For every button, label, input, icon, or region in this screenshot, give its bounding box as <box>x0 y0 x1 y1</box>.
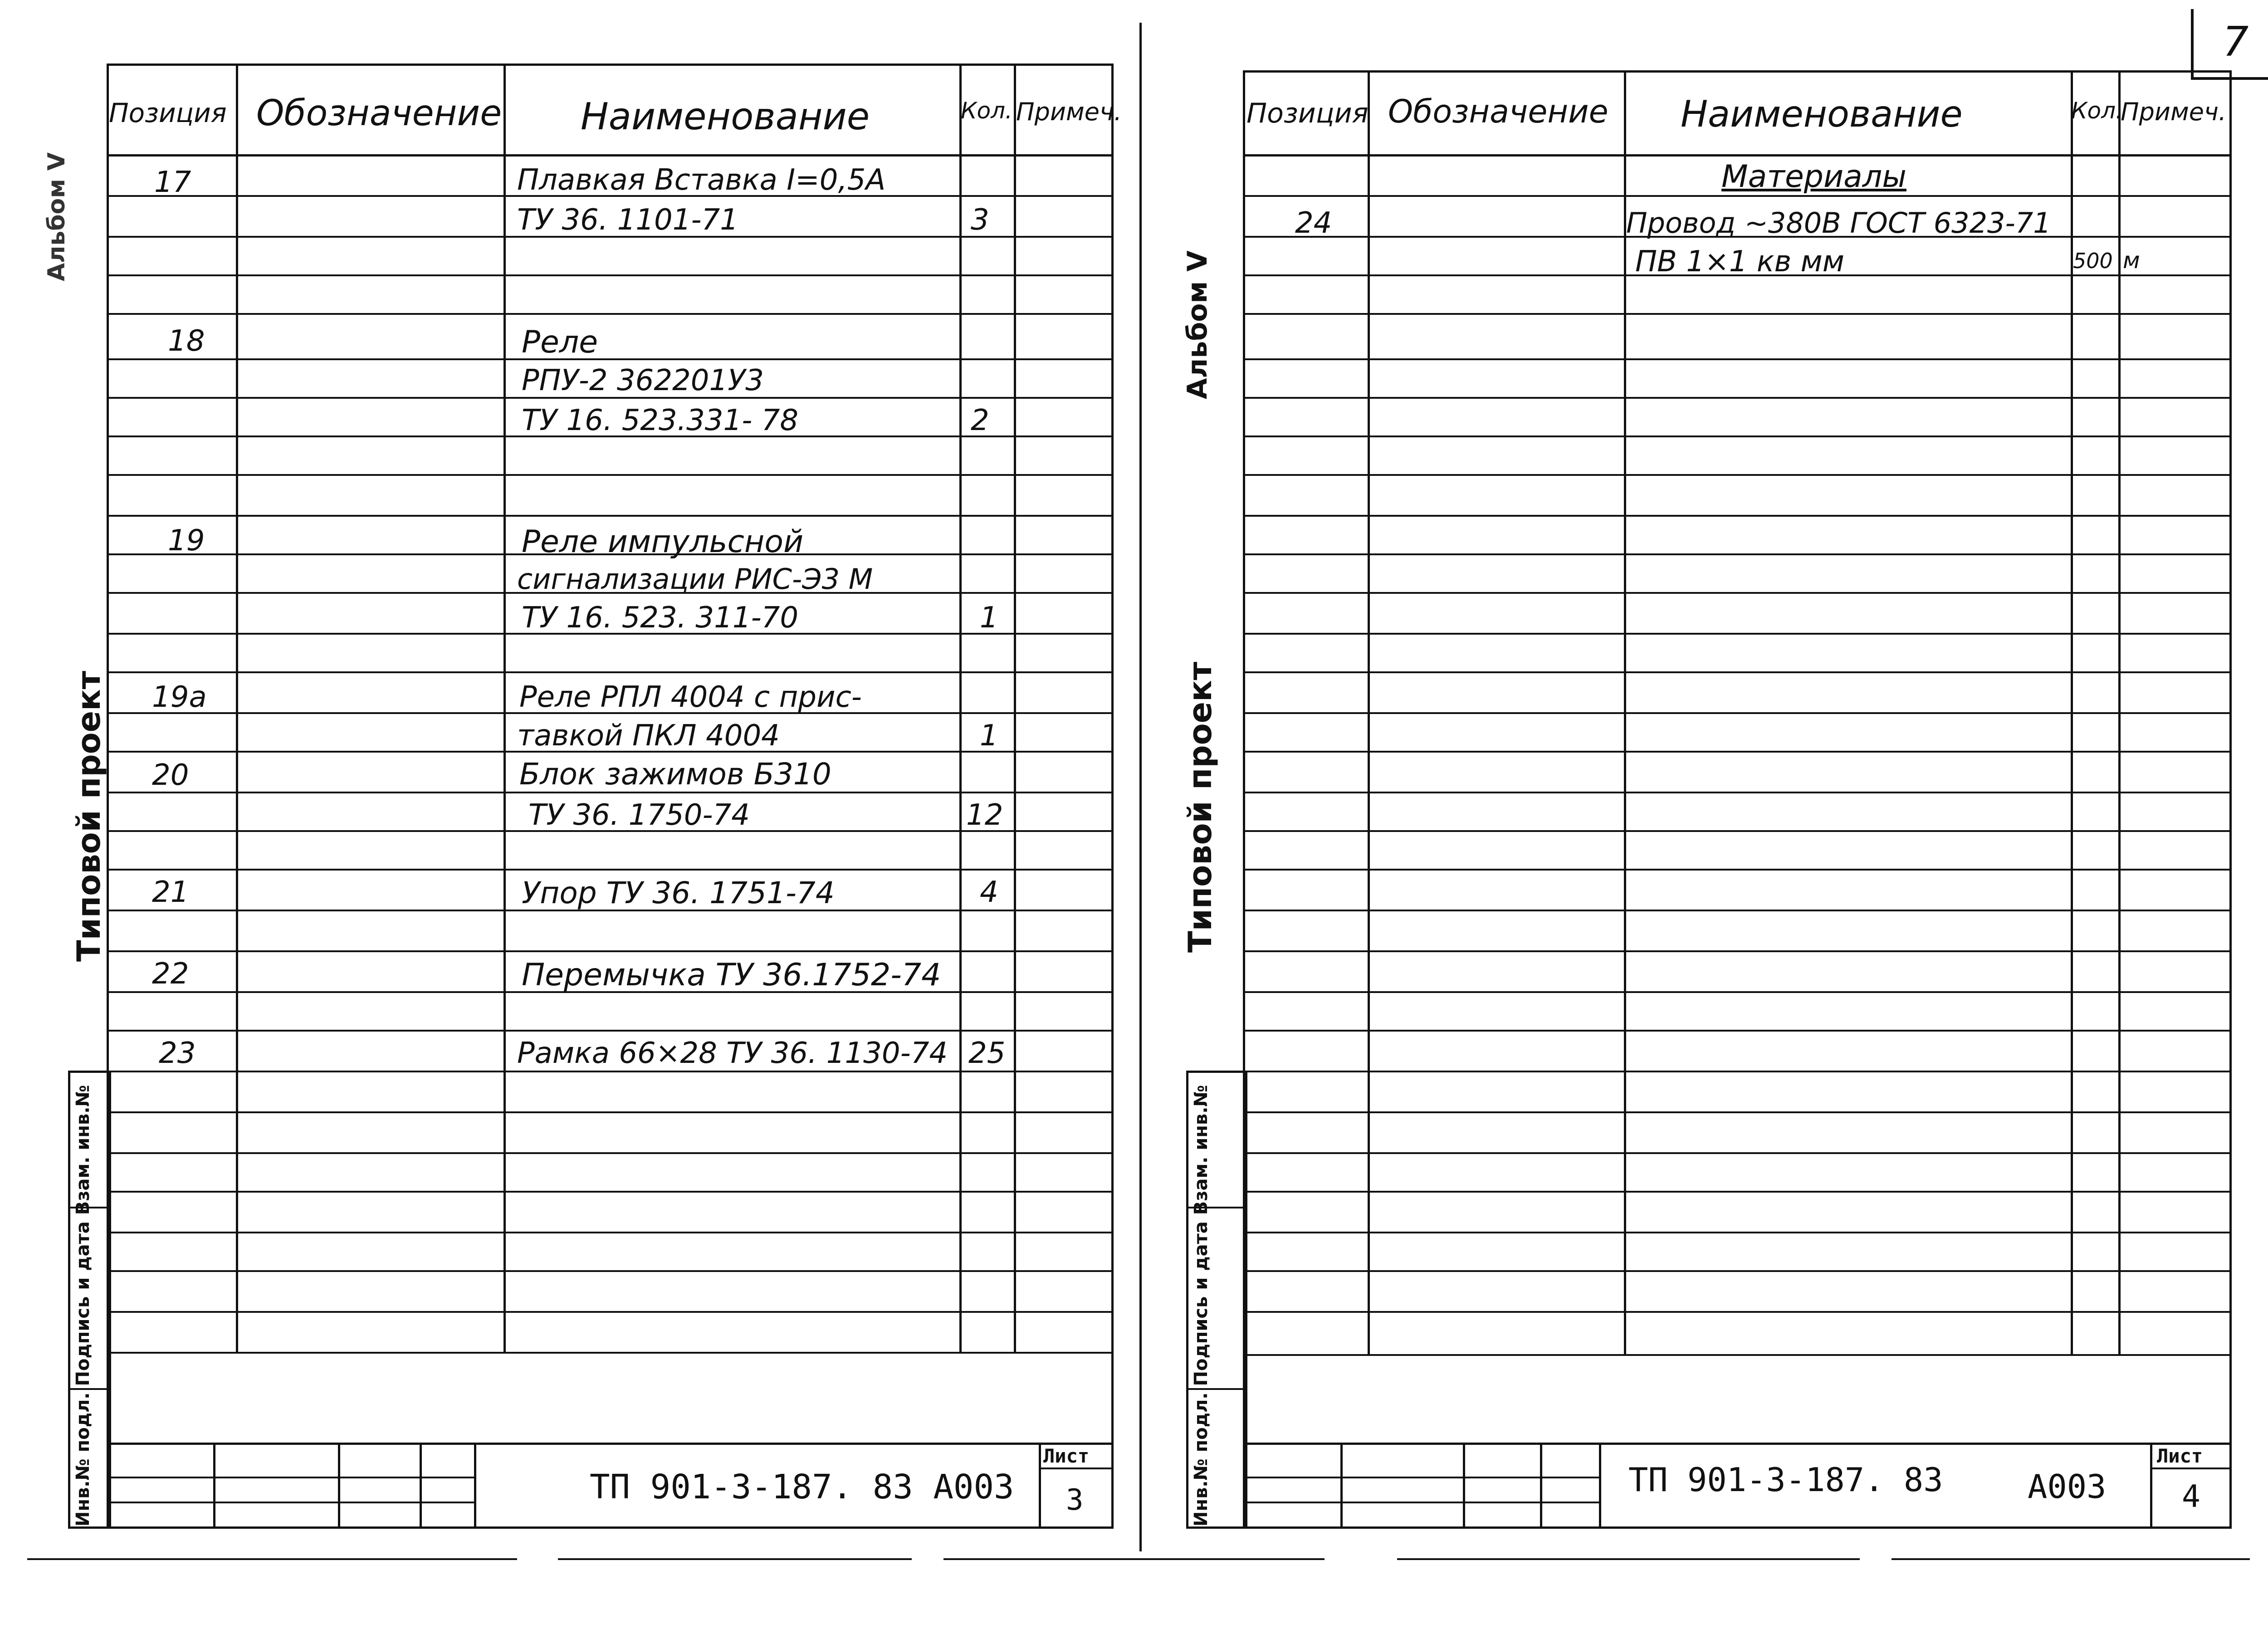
row-qty: 12 <box>966 798 1003 832</box>
row-name: тавкой ПКЛ 4004 <box>517 719 780 753</box>
bottom-rule <box>27 1558 517 1560</box>
row-name: Плавкая Вставка I=0,5А <box>517 163 886 197</box>
row-qty: 25 <box>968 1037 1006 1070</box>
bottom-rule <box>558 1558 912 1560</box>
stamp-code: ТП 901-3-187. 83 А003 <box>590 1468 1014 1507</box>
sheet-label: Лист <box>1043 1445 1090 1467</box>
header-designation: Обозначение <box>256 93 502 134</box>
row-note: м <box>2123 247 2140 274</box>
row-name: ТУ 16. 523. 311-70 <box>522 601 799 635</box>
row-name: сигнализации РИС-Э3 М <box>517 563 873 596</box>
side-project: Типовой проект <box>1182 661 1219 953</box>
header-note: Примеч. <box>1016 98 1122 126</box>
row-position: 22 <box>152 957 189 991</box>
row-qty: 4 <box>980 876 998 909</box>
header-note: Примеч. <box>2121 98 2227 126</box>
row-name: Упор ТУ 36. 1751-74 <box>522 876 835 910</box>
sheet-number: 4 <box>2182 1479 2200 1515</box>
row-name: Перемычка ТУ 36.1752-74 <box>522 957 941 993</box>
side-inv-stamp: Инв.№ подл. Подпись и дата Взам. инв.№ <box>73 1085 93 1526</box>
side-album: Альбом V <box>1182 250 1213 399</box>
row-name: ПВ 1×1 кв мм <box>1635 245 1845 279</box>
row-position: 19а <box>152 680 207 714</box>
row-position: 17 <box>154 166 191 199</box>
row-name: ТУ 36. 1750-74 <box>528 798 750 832</box>
row-name: Реле <box>522 324 598 360</box>
sheet-label: Лист <box>2157 1445 2203 1467</box>
header-name: Наименование <box>1681 93 1963 135</box>
side-project: Типовой проект <box>70 670 108 962</box>
side-album: Альбом V <box>43 152 70 281</box>
header-name: Наименование <box>581 95 870 138</box>
row-position: 19 <box>168 524 205 558</box>
row-qty: 500 <box>2073 249 2113 273</box>
row-position: 20 <box>152 758 189 792</box>
right-table-frame <box>1243 70 2232 1529</box>
row-qty: 1 <box>980 719 998 753</box>
row-position: 18 <box>168 324 205 358</box>
row-position: 21 <box>152 876 189 909</box>
page-number: 7 <box>2223 18 2249 66</box>
section-title: Материалы <box>1721 159 1906 195</box>
row-name: Реле РПЛ 4004 с прис- <box>519 680 862 714</box>
bottom-rule <box>1892 1558 2250 1560</box>
row-name: Блок зажимов Б310 <box>519 757 831 792</box>
row-qty: 3 <box>971 203 989 237</box>
header-position: Позиция <box>109 98 227 128</box>
header-designation: Обозначение <box>1388 93 1608 130</box>
stamp-suffix: А003 <box>2028 1468 2107 1506</box>
left-table-frame <box>107 64 1114 1529</box>
row-name: Провод ~380В ГОСТ 6323-71 <box>1626 206 2051 240</box>
row-qty: 1 <box>980 601 998 635</box>
row-name: Рамка 66×28 ТУ 36. 1130-74 <box>517 1037 948 1070</box>
stamp-code: ТП 901-3-187. 83 <box>1628 1461 1943 1499</box>
header-position: Позиция <box>1246 98 1369 129</box>
row-qty: 2 <box>971 404 989 437</box>
bottom-rule <box>943 1558 1325 1560</box>
bottom-rule <box>1397 1558 1860 1560</box>
header-qty: Кол. <box>961 98 1012 124</box>
header-qty: Кол. <box>2071 98 2123 124</box>
row-name: ТУ 36. 1101-71 <box>517 203 738 237</box>
sheet-number: 3 <box>1066 1483 1084 1517</box>
side-inv-stamp: Инв.№ подл. Подпись и дата Взам. инв.№ <box>1191 1085 1212 1526</box>
row-position: 23 <box>159 1037 196 1070</box>
row-position: 24 <box>1295 206 1332 240</box>
row-name: ТУ 16. 523.331- 78 <box>522 404 799 437</box>
center-divider <box>1139 23 1142 1551</box>
row-name: Реле импульсной <box>522 524 804 560</box>
row-name: РПУ-2 362201У3 <box>522 364 764 397</box>
